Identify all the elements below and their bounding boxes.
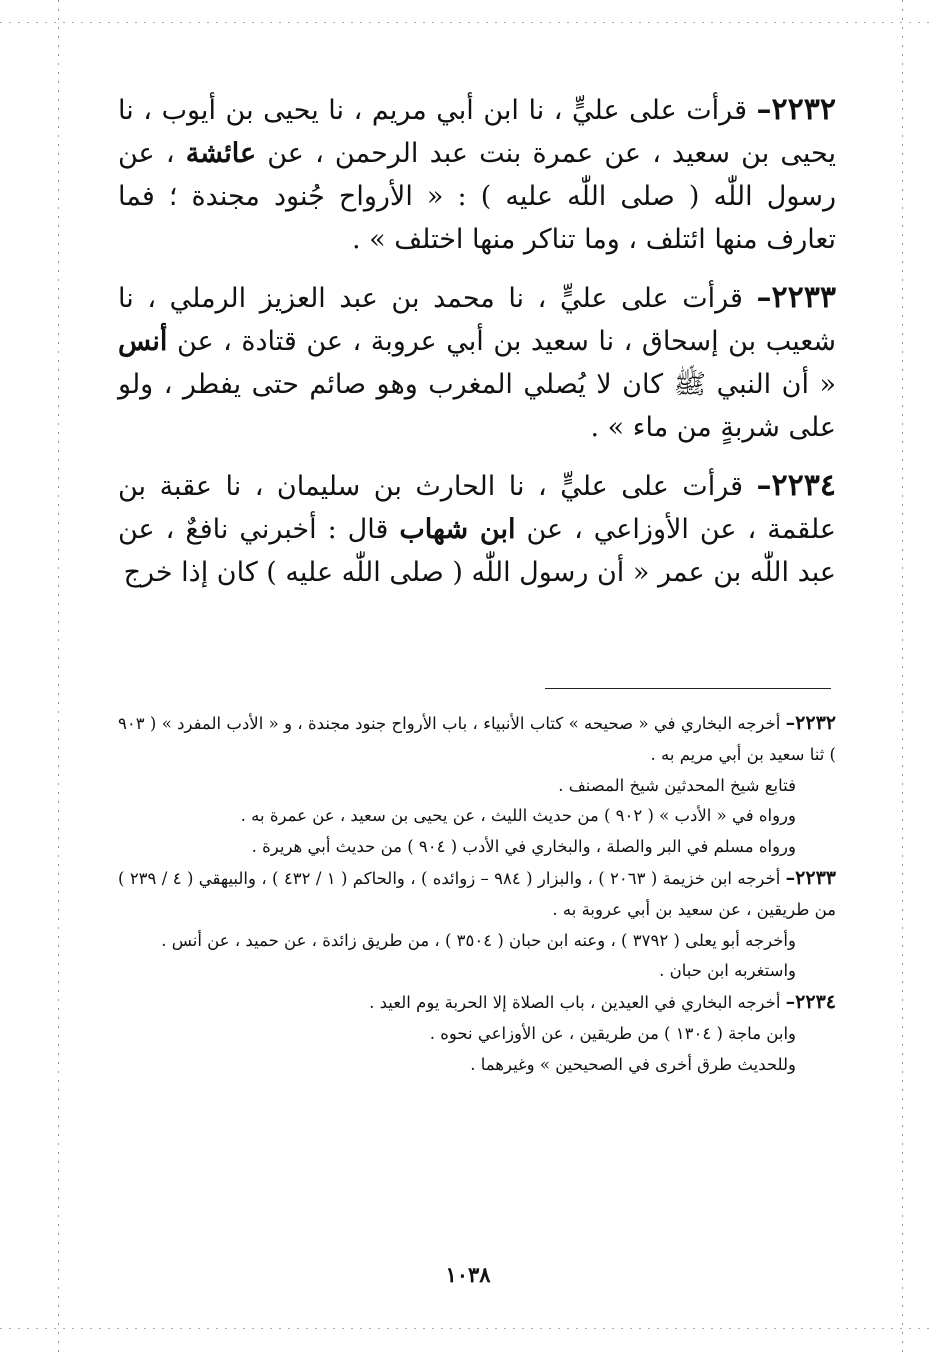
hadith-2233 <box>118 276 836 449</box>
hadith-text: قرأت على عليٍّ ، نا محمد بن عبد العزيز الرملي ، نا شعيب بن إسحاق ، نا سعيد بن أبي عروبة ، عن قتادة ، عن <box>118 283 836 357</box>
hadith-text: « أن النبي ﷺ كان لا يُصلي المغرب وهو صائم حتى يفطر ، ولو على شربةٍ من ماء » . <box>118 369 836 443</box>
footnote-number: ٢٢٣٣– <box>785 866 836 889</box>
footnote-line: واستغربه ابن حبان . <box>659 961 796 981</box>
hadith-2232 <box>118 88 836 261</box>
footnote-line: فتابع شيخ المحدثين شيخ المصنف . <box>558 775 796 795</box>
footnote-text: أخرجه ابن خزيمة ( ٢٠٦٣ ) ، والبزار ( ٩٨٤ – زوائده ) ، والحاكم ( ١ / ٤٣٢ ) ، والبيهقي ( ٤ / ٢٣٩ ) من طريقين ، عن سعيد بن أبي عروبة به . <box>118 868 836 919</box>
hadith-number: ٢٢٣٢– <box>756 92 836 127</box>
footnotes <box>118 708 836 1081</box>
hadith-number: ٢٢٣٣– <box>756 280 836 315</box>
footnote-number: ٢٢٣٤– <box>785 991 836 1014</box>
page-number: ١٠٣٨ <box>445 1262 491 1287</box>
footnote-number: ٢٢٣٢– <box>785 712 836 734</box>
narrator-name: عائشة <box>185 138 257 169</box>
footnote-2232 <box>118 708 836 771</box>
hadith-text: قرأت على عليٍّ ، نا ابن أبي مريم ، نا يحيى بن أيوب ، نا يحيى بن سعيد ، عن عمرة بنت عبد الرحمن ، عن <box>118 95 836 169</box>
footnote-line: ورواه مسلم في البر والصلة ، والبخاري في الأدب ( ٩٠٤ ) من حديث أبي هريرة . <box>251 837 796 857</box>
narrator-name: ابن شهاب <box>399 514 516 545</box>
footnote-line: وابن ماجة ( ١٣٠٤ ) من طريقين ، عن الأوزاعي نحوه . <box>429 1023 796 1043</box>
scan-dotted-edge <box>902 0 903 1355</box>
hadith-text: قال : أخبرني نافعٌ ، عن عبد اللّٰه بن عمر « أن رسول اللّٰه ( صلى اللّٰه عليه ) كان إذا خرج <box>118 514 836 588</box>
footnote-2233 <box>118 863 836 926</box>
footnote-text: أخرجه البخاري في العيدين ، باب الصلاة إلا الحربة يوم العيد . <box>369 993 786 1013</box>
hadith-number: ٢٢٣٤– <box>756 468 836 503</box>
hadith-text-body <box>118 88 836 609</box>
footnote-2234 <box>118 987 836 1019</box>
footnote-separator <box>545 688 831 689</box>
scan-dotted-edge <box>0 22 936 23</box>
hadith-text: ، عن رسول اللّٰه ( صلى اللّٰه عليه ) : « الأرواح جُنود مجندة ؛ فما تعارف منها ائتلف ، وما تناكر منها اختلف » . <box>118 138 836 255</box>
scan-dotted-edge <box>58 0 59 1355</box>
scan-dotted-edge <box>0 1328 936 1329</box>
footnote-line: ورواه في « الأدب » ( ٩٠٢ ) من حديث الليث ، عن يحيى بن سعيد ، عن عمرة به . <box>240 806 796 826</box>
narrator-name: أنس <box>118 326 168 357</box>
footnote-line: وأخرجه أبو يعلى ( ٣٧٩٢ ) ، وعنه ابن حبان ( ٣٥٠٤ ) ، من طريق زائدة ، عن حميد ، عن أنس . <box>161 930 796 950</box>
hadith-2234 <box>118 464 836 594</box>
hadith-text: قرأت على عليٍّ ، نا الحارث بن سليمان ، نا عقبة بن علقمة ، عن الأوزاعي ، عن <box>118 471 837 545</box>
footnote-line: وللحديث طرق أخرى في الصحيحين » وغيرهما . <box>470 1054 796 1074</box>
footnote-text: أخرجه البخاري في « صحيحه » كتاب الأنبياء ، باب الأرواح جنود مجندة ، و « الأدب المفرد » ( ٩٠٣ ) ثنا سعيد بن أبي مريم به . <box>118 714 836 764</box>
